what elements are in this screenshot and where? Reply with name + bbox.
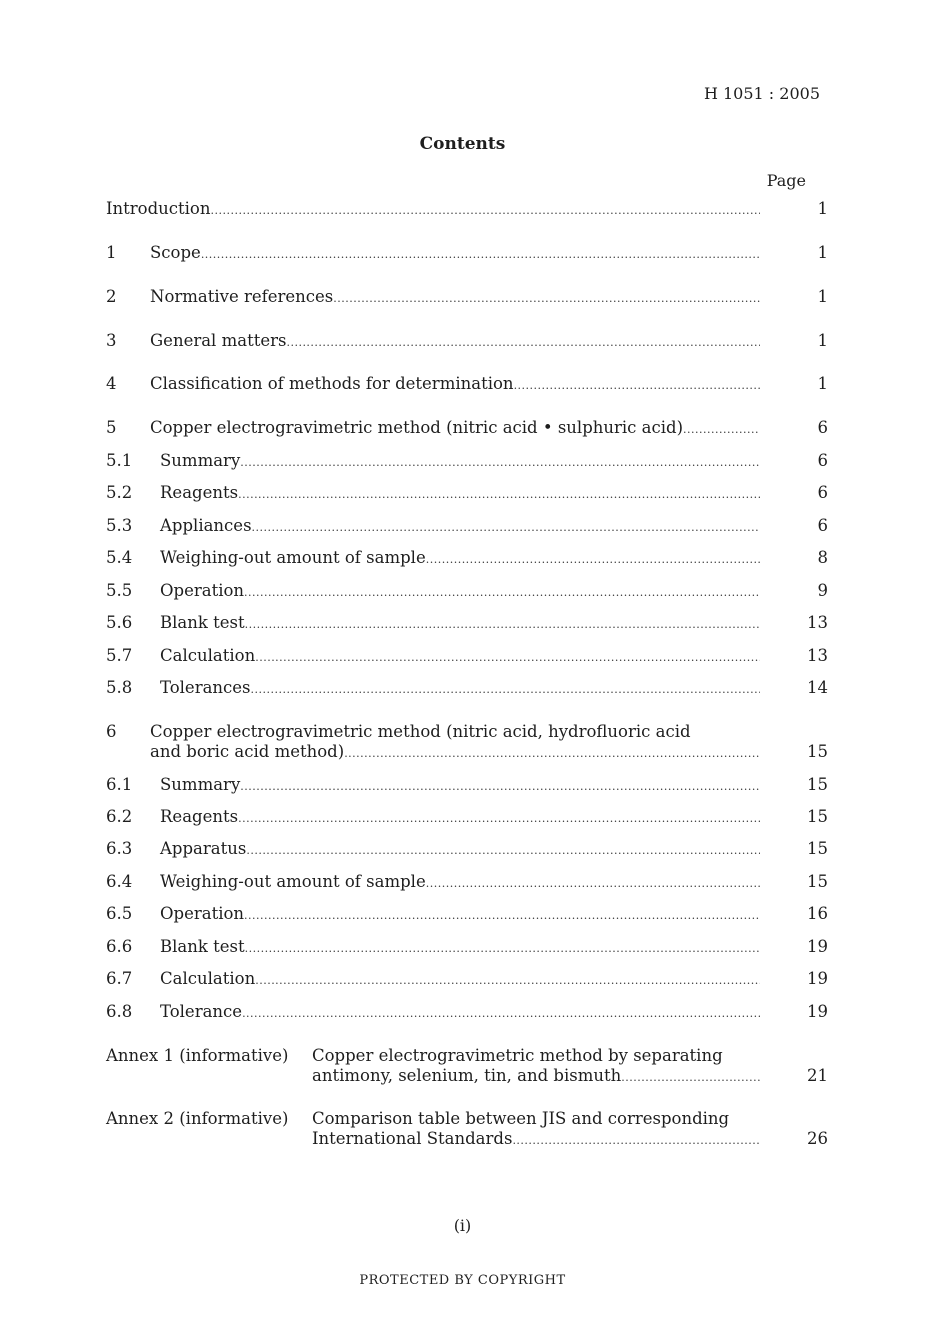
toc-entry-6-4[interactable] [0,871,950,893]
toc-entry-number: 2 [106,287,117,306]
toc-entry-6-6[interactable] [0,936,950,958]
leader-dots [201,244,760,266]
toc-entry-2[interactable] [0,286,950,308]
toc-entry-label: Operation [160,581,245,600]
toc-entry-page: 15 [807,775,828,794]
toc-entry-label: Scope [150,243,201,262]
toc-entry-number: 5.8 [106,678,133,697]
leader-dots [683,419,760,441]
toc-entry-number: 1 [106,243,117,262]
toc-entry-page: 15 [807,839,828,858]
toc-entry-label: Copper electrogravimetric method (nitric acid • sulphuric acid) [150,418,684,437]
toc-entry-annex-2-heading[interactable] [0,1108,950,1130]
toc-entry-label: Calculation [160,646,256,665]
toc-entry-page: 16 [807,904,828,923]
toc-entry-6-7[interactable] [0,968,950,990]
toc-entry-number: Annex 1 (informative) [106,1046,289,1065]
leader-dots [286,332,760,354]
toc-entry-6-2[interactable] [0,806,950,828]
toc-entry-label: Weighing-out amount of sample [160,548,426,567]
footer-page-number: (i) [453,1216,472,1235]
toc-entry-number: 6.7 [106,969,133,988]
document-id: H 1051 : 2005 [703,84,820,103]
leader-dots [514,375,760,397]
toc-entry-number: 5 [106,418,117,437]
copyright-notice: PROTECTED BY COPYRIGHT [359,1273,566,1288]
toc-entry-page: 1 [817,331,828,350]
toc-entry-label: Apparatus [160,839,247,858]
toc-entry-5-4[interactable] [0,547,950,569]
toc-entry-label: Classification of methods for determination [150,374,514,393]
leader-dots [252,517,760,539]
leader-dots [240,452,760,474]
toc-entry-introduction[interactable] [0,198,950,220]
toc-entry-5-7[interactable] [0,645,950,667]
toc-entry-3[interactable] [0,330,950,352]
toc-entry-label: Tolerance [160,1002,243,1021]
page-title: Contents [419,134,506,154]
toc-entry-number: 6.2 [106,807,133,826]
toc-entry-label: General matters [150,331,287,350]
toc-entry-number: 5.2 [106,483,133,502]
toc-entry-number: 6.5 [106,904,133,923]
toc-entry-page: 13 [807,613,828,632]
leader-dots [333,288,760,310]
toc-entry-page: 19 [807,1002,828,1021]
leader-dots [255,647,760,669]
toc-entry-label: Blank test [160,613,245,632]
toc-entry-page: 6 [817,451,828,470]
toc-entry-label-line1: Copper electrogravimetric method by separating [312,1046,723,1065]
toc-entry-page: 21 [807,1066,828,1085]
toc-entry-label: and boric acid method) [150,742,345,761]
toc-entry-label: Introduction [106,199,211,218]
leader-dots [238,484,760,506]
toc-entry-label: Normative references [150,287,334,306]
toc-entry-label-line1: Copper electrogravimetric method (nitric acid, hydrofluoric acid [150,722,691,741]
toc-entry-6-3[interactable] [0,838,950,860]
leader-dots [211,200,761,222]
toc-entry-page: 1 [817,287,828,306]
toc-entry-label: antimony, selenium, tin, and bismuth [312,1066,622,1085]
toc-entry-page: 6 [817,483,828,502]
toc-entry-1[interactable] [0,242,950,264]
leader-dots [512,1130,760,1152]
toc-entry-5-6[interactable] [0,612,950,634]
leader-dots [251,679,760,701]
leader-dots [242,1003,760,1025]
toc-entry-page: 1 [817,243,828,262]
toc-entry-page: 9 [817,581,828,600]
toc-entry-page: 19 [807,969,828,988]
toc-entry-page: 15 [807,807,828,826]
leader-dots [238,808,760,830]
toc-entry-number: 5.3 [106,516,133,535]
toc-entry-number: 6.4 [106,872,133,891]
toc-entry-page: 8 [817,548,828,567]
toc-entry-number: 6.6 [106,937,133,956]
leader-dots [426,873,760,895]
toc-entry-page: 19 [807,937,828,956]
toc-entry-annex-1-heading[interactable] [0,1045,950,1067]
toc-entry-6-heading[interactable] [0,721,950,743]
toc-entry-page: 13 [807,646,828,665]
leader-dots [621,1067,760,1089]
toc-entry-number: Annex 2 (informative) [106,1109,289,1128]
leader-dots [426,549,760,571]
toc-entry-page: 14 [807,678,828,697]
toc-entry-label: International Standards [312,1129,513,1148]
toc-entry-6-1[interactable] [0,774,950,796]
leader-dots [245,938,760,960]
toc-entry-number: 3 [106,331,117,350]
toc-entry-4[interactable] [0,373,950,395]
toc-entry-number: 6 [106,722,117,741]
toc-entry-number: 5.5 [106,581,133,600]
toc-entry-5-3[interactable] [0,515,950,537]
toc-entry-label: Appliances [160,516,252,535]
toc-entry-number: 5.7 [106,646,133,665]
toc-entry-page: 6 [817,516,828,535]
toc-entry-number: 6.1 [106,775,133,794]
toc-entry-number: 4 [106,374,117,393]
leader-dots [255,970,760,992]
toc-entry-6-5[interactable] [0,903,950,925]
toc-entry-number: 5.4 [106,548,133,567]
leader-dots [244,582,760,604]
toc-entry-label: Weighing-out amount of sample [160,872,426,891]
toc-entry-page: 1 [817,374,828,393]
toc-entry-label: Calculation [160,969,256,988]
toc-entry-label: Operation [160,904,245,923]
toc-entry-6-8[interactable] [0,1001,950,1023]
toc-entry-number: 5.1 [106,451,133,470]
toc-entry-page: 6 [817,418,828,437]
leader-dots [246,840,760,862]
toc-entry-5-5[interactable] [0,580,950,602]
leader-dots [245,614,760,636]
toc-entry-label: Summary [160,451,241,470]
toc-entry-label: Blank test [160,937,245,956]
toc-entry-number: 5.6 [106,613,133,632]
toc-entry-label: Reagents [160,483,239,502]
toc-entry-number: 6.3 [106,839,133,858]
toc-entry-label: Tolerances [160,678,251,697]
toc-entry-page: 1 [817,199,828,218]
toc-entry-5-1[interactable] [0,450,950,472]
toc-entry-page: 15 [807,742,828,761]
toc-entry-annex-2[interactable] [0,1128,950,1150]
page-column-label: Page [766,171,806,190]
toc-entry-label: Reagents [160,807,239,826]
leader-dots [240,776,760,798]
toc-entry-annex-1[interactable] [0,1065,950,1087]
toc-entry-number: 6.8 [106,1002,133,1021]
toc-entry-5[interactable] [0,417,950,439]
toc-entry-5-8[interactable] [0,677,950,699]
toc-entry-label: Summary [160,775,241,794]
leader-dots [244,905,760,927]
toc-entry-6[interactable] [0,741,950,763]
toc-entry-label-line1: Comparison table between JIS and corresponding [312,1109,730,1128]
toc-entry-page: 26 [807,1129,828,1148]
toc-entry-5-2[interactable] [0,482,950,504]
toc-entry-page: 15 [807,872,828,891]
leader-dots [344,743,760,765]
